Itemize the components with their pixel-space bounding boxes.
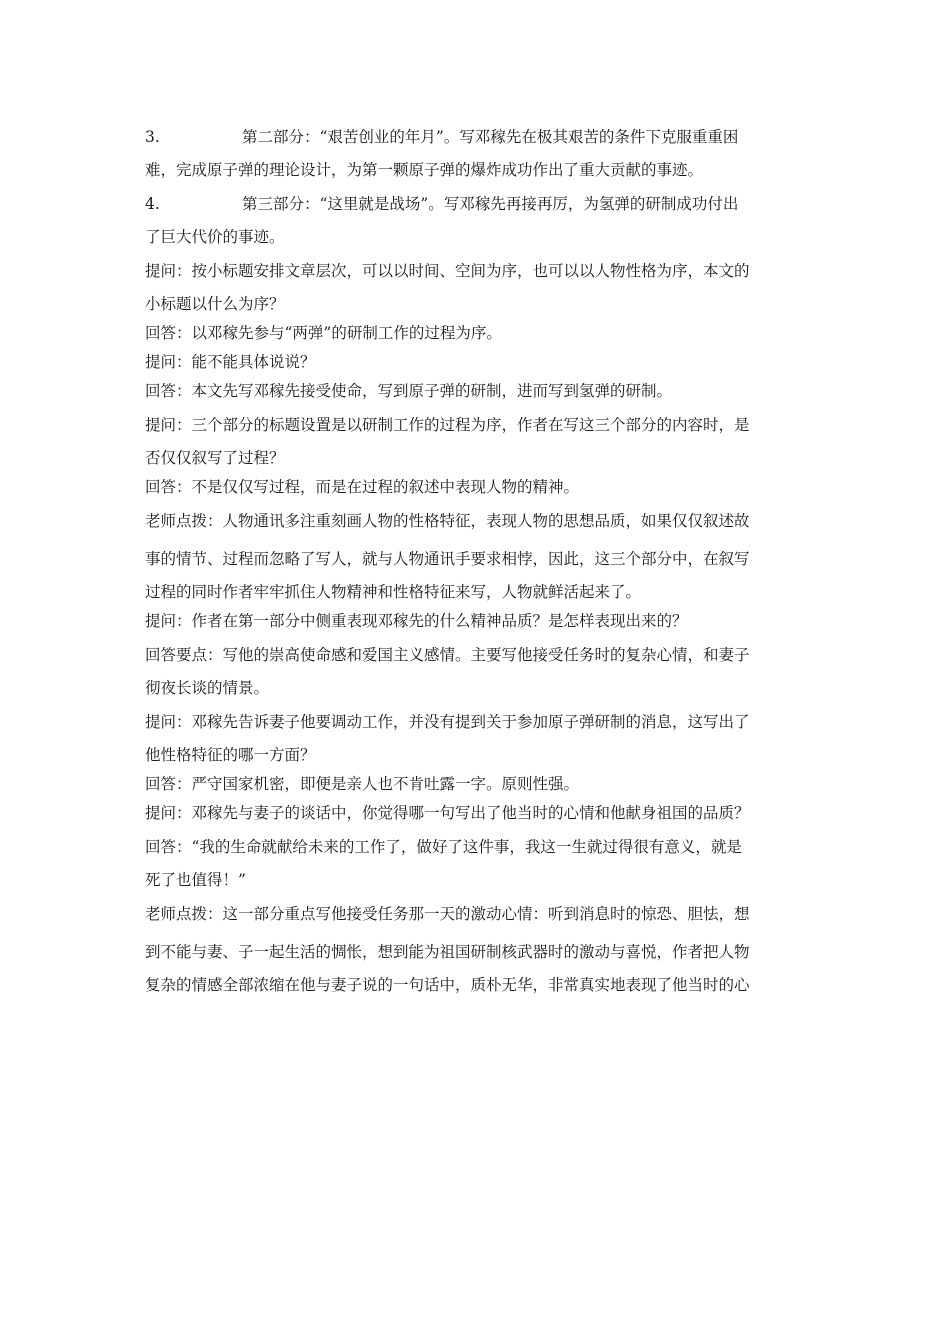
line-text: 老师点拨：人物通讯多注重刻画人物的性格特征，表现人物的思想品质，如果仅仅叙述故 — [145, 512, 750, 530]
text-line — [145, 828, 805, 866]
text-line — [145, 636, 805, 674]
text-line — [145, 252, 805, 290]
line-text: 小标题以什么为序？ — [145, 295, 285, 313]
line-text: 提问：按小标题安排文章层次，可以以时间、空间为序，也可以以人物性格为序，本文的 — [145, 262, 750, 280]
text-line — [145, 185, 805, 223]
text-line — [145, 118, 805, 156]
text-line — [145, 348, 805, 377]
paragraph — [145, 348, 805, 377]
line-text: 彻夜长谈的情景。 — [145, 679, 270, 697]
line-text: 回答：以邓稼先参与“两弹”的研制工作的过程为序。 — [145, 324, 502, 342]
paragraph — [145, 828, 805, 895]
list-number: 3. — [145, 128, 160, 146]
line-text: 复杂的情感全部浓缩在他与妻子说的一句话中，质朴无华，非常真实地表现了他当时的心 — [145, 976, 750, 994]
line-text: 他性格特征的哪一方面？ — [145, 746, 316, 764]
paragraph — [145, 607, 805, 636]
paragraph — [145, 703, 805, 770]
line-text: 回答：不是仅仅写过程，而是在过程的叙述中表现人物的精神。 — [145, 478, 580, 496]
line-text: 否仅仅叙写了过程？ — [145, 449, 285, 467]
line-text: 提问：邓稼先与妻子的谈话中，你觉得哪一句写出了他当时的心情和他献身祖国的品质？ — [145, 804, 750, 822]
text-line — [145, 770, 805, 799]
line-text: 回答：本文先写邓稼先接受使命，写到原子弹的研制，进而写到氢弹的研制。 — [145, 382, 673, 400]
text-line — [145, 540, 805, 578]
paragraph — [145, 770, 805, 799]
paragraph — [145, 406, 805, 473]
paragraph — [145, 636, 805, 703]
line-text: 提问：三个部分的标题设置是以研制工作的过程为序，作者在写这三个部分的内容时，是 — [145, 416, 750, 434]
text-line — [145, 377, 805, 406]
line-text: 回答：严守国家机密，即便是亲人也不肯吐露一字。原则性强。 — [145, 775, 580, 793]
text-line — [145, 502, 805, 540]
text-line — [145, 473, 805, 502]
paragraph — [145, 252, 805, 319]
line-text: 回答要点：写他的崇高使命感和爱国主义感情。主要写他接受任务时的复杂心情，和妻子 — [145, 646, 750, 664]
paragraph — [145, 377, 805, 406]
line-text: 老师点拨：这一部分重点写他接受任务那一天的激动心情：听到消息时的惊恐、胆怯，想 — [145, 905, 750, 923]
text-line — [145, 971, 805, 1000]
list-number: 4. — [145, 195, 160, 213]
line-text: 回答：“我的生命就献给未来的工作了，做好了这件事，我这一生就过得很有意义，就是 — [145, 838, 742, 856]
paragraph — [145, 895, 805, 1000]
document-body — [145, 118, 805, 1000]
line-text: 提问：作者在第一部分中侧重表现邓稼先的什么精神品质？是怎样表现出来的？ — [145, 612, 688, 630]
line-text: 提问：邓稼先告诉妻子他要调动工作，并没有提到关于参加原子弹研制的消息，这写出了 — [145, 713, 750, 731]
text-line — [145, 799, 805, 828]
line-text: 难，完成原子弹的理论设计，为第一颗原子弹的爆炸成功作出了重大贡献的事迹。 — [145, 161, 704, 179]
text-line — [145, 607, 805, 636]
line-text: 第三部分：“这里就是战场”。写邓稼先再接再厉，为氢弹的研制成功付出 — [242, 195, 739, 213]
text-line — [145, 406, 805, 444]
text-line — [145, 895, 805, 933]
line-text: 事的情节、过程而忽略了写人，就与人物通讯手要求相悖，因此，这三个部分中，在叙写 — [145, 550, 750, 568]
line-text: 到不能与妻、子一起生活的惆怅，想到能为祖国研制核武器时的激动与喜悦，作者把人物 — [145, 943, 750, 961]
paragraph — [145, 319, 805, 348]
line-text: 第二部分：“艰苦创业的年月”。写邓稼先在极其艰苦的条件下克服重重困 — [242, 128, 739, 146]
paragraph — [145, 502, 805, 607]
line-text: 提问：能不能具体说说？ — [145, 353, 316, 371]
paragraph — [145, 473, 805, 502]
text-line — [145, 290, 805, 319]
text-line — [145, 674, 805, 703]
text-line — [145, 223, 805, 252]
text-line — [145, 866, 805, 895]
text-line — [145, 741, 805, 770]
paragraph — [145, 118, 805, 185]
paragraph — [145, 799, 805, 828]
line-text: 了巨大代价的事迹。 — [145, 228, 285, 246]
text-line — [145, 156, 805, 185]
text-line — [145, 319, 805, 348]
text-line — [145, 578, 805, 607]
text-line — [145, 703, 805, 741]
text-line — [145, 444, 805, 473]
line-text: 死了也值得！” — [145, 871, 246, 889]
line-text: 过程的同时作者牢牢抓住人物精神和性格特征来写，人物就鲜活起来了。 — [145, 583, 642, 601]
text-line — [145, 933, 805, 971]
paragraph — [145, 185, 805, 252]
